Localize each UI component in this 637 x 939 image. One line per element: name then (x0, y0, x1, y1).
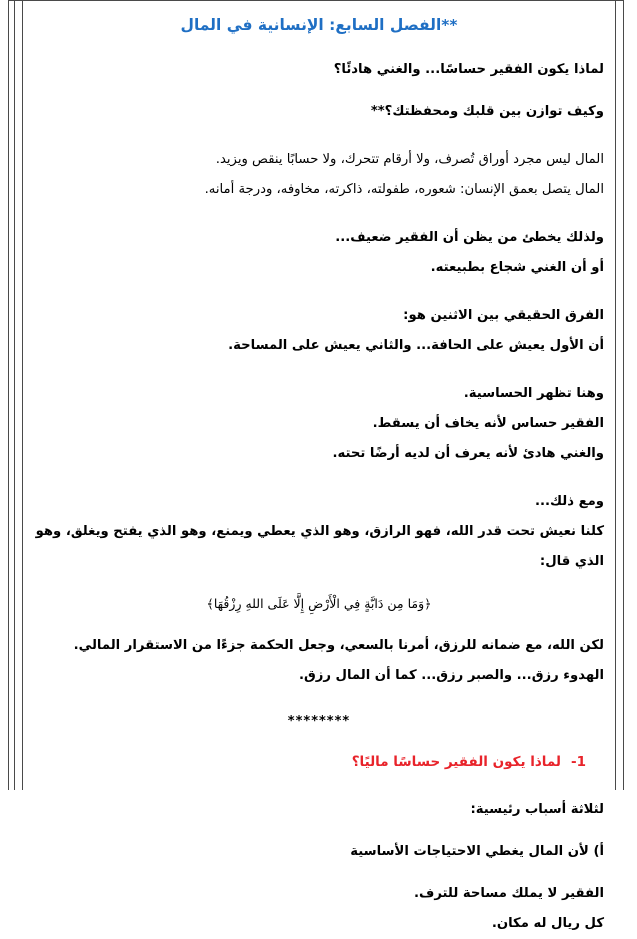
spacer (34, 577, 604, 589)
spacer (34, 691, 604, 709)
money-line-1: المال ليس مجرد أوراق تُصرف، ولا أرقام تتحرك، ولا حسابًا ينقص ويزيد. (215, 152, 604, 168)
however-line-2: كلنا نعيش تحت قدر الله، فهو الرازق، وهو الذي يعطي ويمنع، وهو الذي يفتح ويغلق، وهو الذي قال: (35, 524, 604, 570)
however-line-1: ومع ذلك... (535, 494, 604, 510)
reasons-paragraph (34, 795, 604, 939)
quran-verse: ﴿وَمَا مِن دَابَّةٍ فِي الْأَرْضِ إِلَّا عَلَى اللهِ رِزْقُهَا﴾ (206, 596, 432, 612)
page-border-line-left-inner (22, 0, 23, 790)
mistake-paragraph (34, 223, 604, 283)
section-one-number: 1- (570, 754, 586, 771)
difference-line-1: الفرق الحقيقي بين الاثنين هو: (403, 308, 604, 324)
money-paragraph (34, 145, 604, 205)
spacer (34, 867, 604, 879)
spacer (34, 205, 604, 223)
sensitivity-line-1: وهنا تظهر الحساسية. (463, 386, 604, 402)
mistake-line-1: ولذلك يخطئ من يظن أن الفقير ضعيف... (335, 230, 604, 246)
document-body (30, 0, 608, 932)
mistake-line-2: أو أن الغني شجاع بطبيعته. (430, 260, 604, 276)
intro-line-2: وكيف توازن بين قلبك ومحفظتك؟** (370, 104, 604, 120)
spacer (34, 85, 604, 97)
page-border-line-right-outer (623, 0, 624, 790)
spacer (34, 127, 604, 145)
reasons-line-3: الفقير لا يملك مساحة للترف. (414, 886, 604, 902)
reasons-line-2: أ) لأن المال يغطي الاحتياجات الأساسية (350, 844, 604, 860)
spacer (34, 283, 604, 301)
spacer (34, 735, 604, 747)
spacer (34, 361, 604, 379)
section-separator: ******** (287, 714, 351, 730)
wisdom-paragraph (34, 631, 604, 691)
spacer (34, 619, 604, 631)
reasons-line-4: كل ريال له مكان. (491, 916, 604, 932)
spacer (34, 825, 604, 837)
money-line-2: المال يتصل بعمق الإنسان: شعوره، طفولته، ذاكرته، مخاوفه، ودرجة أمانه. (204, 182, 604, 198)
spacer (34, 37, 604, 55)
sensitivity-line-3: والغني هادئ لأنه يعرف أن لديه أرضًا تحته. (332, 446, 604, 462)
however-paragraph (34, 487, 604, 577)
intro-paragraph (34, 55, 604, 127)
sensitivity-paragraph (34, 379, 604, 469)
spacer (34, 777, 604, 795)
chapter-title: **الفصل السابع: الإنسانية في المال (180, 16, 458, 34)
section-one-title: لماذا يكون الفقير حساسًا ماليًا؟ (351, 754, 561, 771)
page-border-line-right-inner (615, 0, 616, 790)
page-border-line-left-outer (8, 0, 9, 790)
wisdom-line-1: لكن الله، مع ضمانه للرزق، أمرنا بالسعي، وجعل الحكمة جزءًا من الاستقرار المالي. (73, 638, 604, 654)
difference-line-2: أن الأول يعيش على الحافة... والثاني يعيش على المساحة. (228, 338, 604, 354)
section-one-heading (34, 747, 604, 777)
reasons-line-1: لثلاثة أسباب رئيسية: (470, 802, 604, 818)
page-border-line-left-middle (14, 0, 15, 790)
difference-paragraph (34, 301, 604, 361)
intro-line-1: لماذا يكون الفقير حساسًا... والغني هادئًا؟ (333, 62, 604, 78)
sensitivity-line-2: الفقير حساس لأنه يخاف أن يسقط. (372, 416, 604, 432)
spacer (34, 469, 604, 487)
wisdom-line-2: الهدوء رزق... والصبر رزق... كما أن المال رزق. (298, 668, 604, 684)
